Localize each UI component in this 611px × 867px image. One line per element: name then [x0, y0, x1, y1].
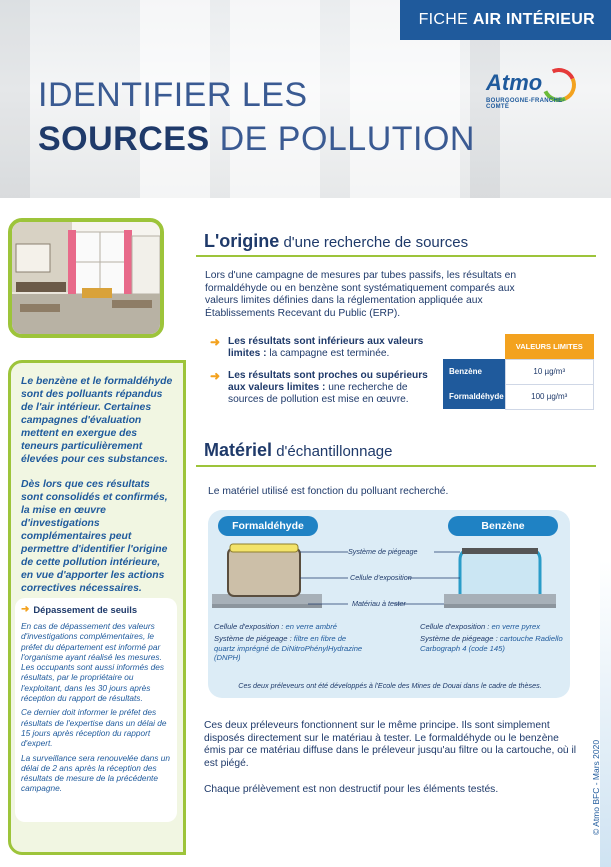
title-line1: IDENTIFIER LES	[38, 76, 308, 114]
bullet-bold: Les résultats sont proches ou supérieurs aux valeurs limites :	[228, 370, 428, 394]
materiel-title	[204, 440, 393, 461]
materiel-title-rest: d'échantillonnage	[272, 443, 393, 460]
page-title	[38, 76, 475, 158]
background-shade	[0, 0, 30, 198]
origine-bullet	[210, 336, 430, 360]
depassement-paragraph: La surveillance sera renouvelée dans un délai de 2 ans après la réception des résultats de mesure de la précédente campagne.	[21, 752, 170, 794]
logo-name: Atmo	[486, 70, 543, 95]
caption-value: en verre ambré	[283, 622, 338, 631]
intro-paragraph: Le benzène et le formaldéhyde sont des polluants répandus de l'air intérieur. Certaines campagnes d'évaluation mettent en exergue des teneurs particulièrement élevées pour ces substances.	[21, 376, 173, 465]
logo-subtitle: BOURGOGNE-FRANCHE-COMTÉ	[486, 98, 565, 110]
caption-value: cartouche Radiello Carbograph 4 (code 145)	[420, 634, 563, 653]
caption-value: en verre pyrex	[489, 622, 541, 631]
caption-value: filtre en fibre de quartz imprégné de DiNitroPhénylHydrazine (DNPH)	[214, 634, 363, 663]
bullet-rest: une recherche de sources de pollution est mise en œuvre.	[228, 382, 409, 406]
materiel-title-bold: Matériel	[204, 440, 273, 460]
limits-table	[443, 334, 594, 410]
title-rest: DE POLLUTION	[209, 120, 475, 158]
origine-title-bold: L'origine	[204, 231, 280, 251]
credit: © Atmo BFC - Mars 2020	[591, 739, 601, 835]
side-stripe	[600, 560, 611, 867]
caption-key: Système de piégeage :	[420, 634, 498, 644]
bullet-rest: la campagne est terminée.	[266, 348, 390, 360]
label-materiau: Matériau à tester	[352, 599, 406, 608]
depassement-paragraph: Ce dernier doit informer le préfet des résultats de l'expertise dans un délai de 15 jours après réception du rapport d'expert.	[21, 707, 167, 749]
table-row	[443, 384, 594, 409]
fiche-prefix: FICHE	[418, 11, 469, 28]
origine-title-rest: d'une recherche de sources	[279, 234, 469, 251]
left-caption	[214, 622, 364, 663]
arrow-right-icon: ➜	[210, 369, 221, 383]
table-label: Formaldéhyde	[443, 384, 505, 409]
materiel-paragraph: Ces deux préleveurs fonctionnent sur le même principe. Ils sont simplement disposés directement sur le matériau à tester. Le formaldéhyde ou le benzène émis par ce matériau diffuse dans le préleveur jusqu'au filtre ou la cartouche, où il est piégé.	[204, 720, 577, 769]
materiel-underline	[196, 465, 596, 467]
label-piegeage: Système de piégeage	[348, 547, 418, 556]
table-row	[443, 334, 594, 359]
origine-paragraph: Lors d'une campagne de mesures par tubes passifs, les résultats en formaldéhyde ou en benzène sont systématiquement comparés aux valeurs limites définies dans la réglementation appliquée aux Établissements Recevant du Public (ERP).	[205, 270, 517, 319]
depassement-paragraph: En cas de dépassement des valeurs d'investigations complémentaires, le préfet du département est informé par l'organisme ayant réalisé les mesures. Les occupants sont aussi informés des résultats, par le propriétaire ou l'exploitant, dans les 30 jours après réception du rapport de résultats.	[21, 621, 164, 704]
table-label: Benzène	[443, 359, 505, 384]
fiche-bold: AIR INTÉRIEUR	[472, 11, 595, 28]
arrow-right-icon: ➜	[21, 604, 30, 615]
right-caption	[420, 622, 565, 653]
pill-benzene: Benzène	[448, 516, 558, 536]
table-value: 100 µg/m³	[505, 384, 594, 409]
depassement-panel	[15, 598, 177, 822]
origine-underline	[196, 255, 596, 257]
origine-title	[204, 231, 468, 252]
atmo-logo	[486, 68, 586, 114]
pill-formaldehyde: Formaldéhyde	[218, 516, 318, 536]
bullet-bold: Les résultats sont inférieurs aux valeurs limites :	[228, 336, 424, 360]
table-empty-cell	[443, 334, 505, 359]
materiel-intro: Le matériel utilisé est fonction du polluant recherché.	[208, 486, 449, 497]
header-banner	[0, 0, 611, 198]
table-value: 10 µg/m³	[505, 359, 594, 384]
caption-key: Système de piégeage :	[214, 634, 292, 644]
intro-text	[21, 375, 173, 595]
depassement-title	[21, 604, 171, 615]
depassement-title-text: Dépassement de seuils	[33, 604, 138, 615]
title-line2	[38, 120, 475, 158]
caption-line	[214, 622, 364, 631]
label-cellule: Cellule d'exposition	[350, 573, 412, 582]
caption-line	[420, 634, 565, 653]
materiel-paragraph: Chaque prélèvement est non destructif pour les éléments testés.	[204, 784, 499, 795]
materiel-footnote: Ces deux préleveurs ont été développés à l'Ecole des Mines de Douai dans le cadre de thèses.	[238, 681, 542, 690]
title-strong: SOURCES	[38, 120, 210, 158]
caption-line	[420, 622, 565, 631]
depassement-text	[21, 621, 171, 794]
table-row	[443, 359, 594, 384]
caption-key: Cellule d'exposition :	[420, 622, 490, 631]
table-header: VALEURS LIMITES	[505, 334, 594, 359]
fiche-banner	[400, 0, 611, 40]
classroom-image	[12, 222, 160, 334]
arrow-right-icon: ➜	[210, 335, 221, 349]
origine-bullet	[210, 370, 430, 407]
caption-key: Cellule d'exposition :	[214, 622, 284, 631]
classroom-photo	[8, 218, 164, 338]
materiel-panel	[208, 510, 570, 698]
caption-line	[214, 634, 364, 662]
intro-paragraph: Dès lors que ces résultats sont consolidés et confirmés, la mise en œuvre d'investigations complémentaires peut permettre d'identifier l'origine de cette pollution intérieure, en vue d'apporter les actions correctives nécessaires.	[21, 479, 168, 594]
